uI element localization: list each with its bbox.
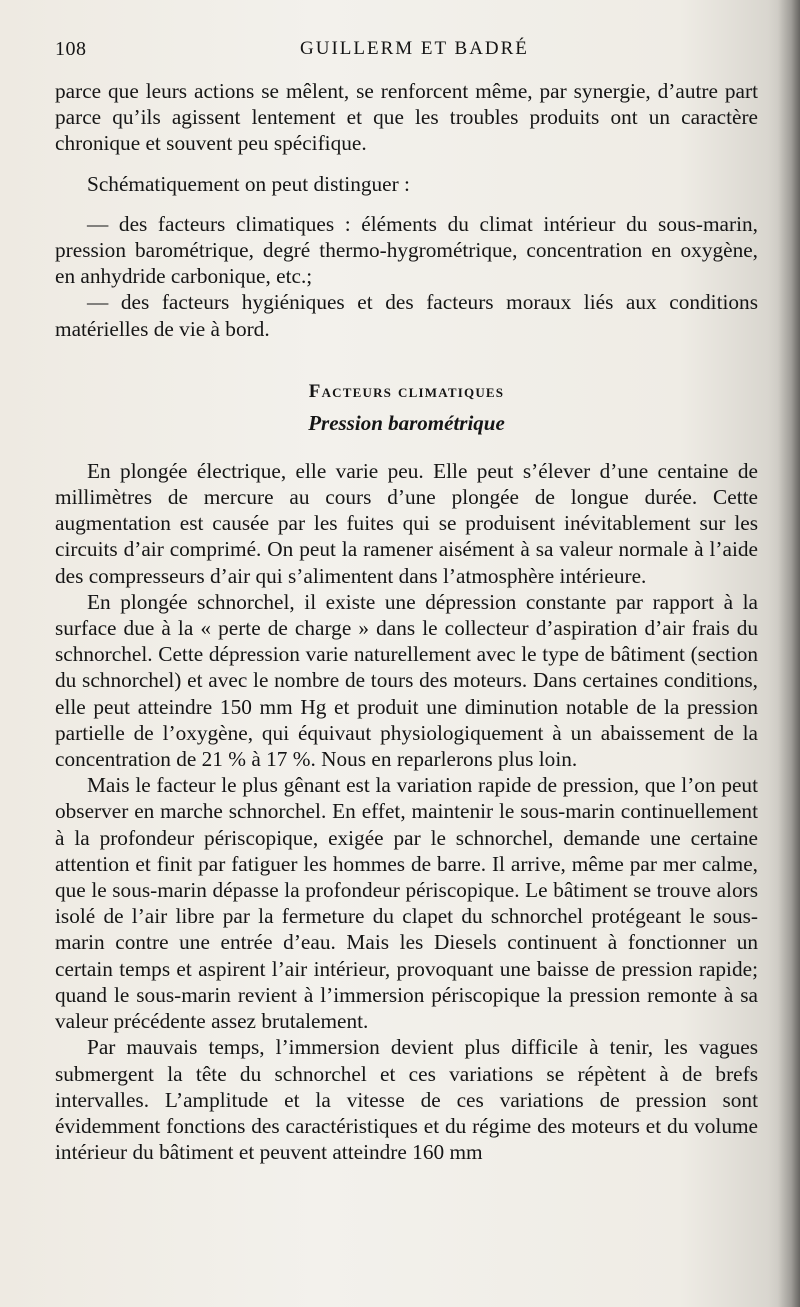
paragraph-pressure-variation: Mais le facteur le plus gênant est la variation rapide de pression, que l’on peut observer en marche schnorchel. En effet, maintenir le sous-marin continuellement à la profondeur périscopique, exigée par le schnorchel, demande une certaine attention et finit par fatiguer les hommes de barre. Il arrive, même par mer calme, que le sous-marin dépasse la profondeur périscopique. Le bâtiment se trouve alors isolé de l’air libre par la fermeture du clapet du schnorchel protégeant le sous-marin contre une entrée d’eau. Mais les Diesels continuent à fonctionner un certain temps et aspirent l’air intérieur, provoquant une baisse de pression rapide; quand le sous-marin revient à l’immersion périscopique la pression remonte à sa valeur précédente assez brutalement. — [55, 773, 758, 1034]
section-title: Facteurs climatiques — [308, 380, 505, 402]
running-head: GUILLERM ET BADRÉ — [300, 38, 529, 59]
list-item-climatic-factors: — des facteurs climatiques : éléments du climat intérieur du sous-marin, pression barométrique, degré thermo-hygrométrique, concentration en oxygène, en anhydride carbonique, etc.; — [55, 211, 758, 289]
subsection-title: Pression barométrique — [308, 410, 505, 435]
paragraph-bad-weather: Par mauvais temps, l’immersion devient plus difficile à tenir, les vagues submergent la tête du schnorchel et ces variations se répètent à de brefs intervalles. L’amplitude et la vitesse de ces variations de pression sont évidemment fonctions des caractéristiques et du régime des moteurs et du volume intérieur du bâtiment et peuvent atteindre 160 mm — [55, 1035, 758, 1165]
page-gutter-shadow — [778, 0, 800, 1307]
body-text — [55, 78, 758, 1165]
paragraph-schematic: Schématiquement on peut distinguer : — [87, 171, 410, 196]
paragraph-continuation: parce que leurs actions se mêlent, se renforcent même, par synergie, d’autre part parce qu’ils agissent lentement et que les troubles produits ont un caractère chronique et souvent peu spécifique. — [55, 79, 758, 156]
list-item-hygienic-factors: — des facteurs hygiéniques et des facteurs moraux liés aux conditions matérielles de vie à bord. — [55, 290, 758, 341]
page-header — [55, 38, 755, 68]
paragraph-electric-dive: En plongée électrique, elle varie peu. Elle peut s’élever d’une centaine de millimètres de mercure au cours d’une plongée de longue durée. Cette augmentation est causée par les fuites qui se produisent inévitablement sur les circuits d’air comprimé. On peut la ramener aisément à sa valeur normale à l’aide des compresseurs d’air qui s’alimentent dans l’atmosphère intérieure. — [55, 458, 758, 588]
page-number: 108 — [55, 38, 87, 60]
paragraph-schnorchel-dive: En plongée schnorchel, il existe une dépression constante par rapport à la surface due à la « perte de charge » dans le collecteur d’aspiration d’air frais du schnorchel. Cette dépression varie naturellement avec le type de bâtiment (section du schnorchel) et avec le nombre de tours des moteurs. Dans certaines conditions, elle peut atteindre 150 mm Hg et produit une diminution notable de la pression partielle de l’oxygène, qui équivaut physiologiquement à un abaissement de la concentration de 21 % à 17 %. Nous en reparlerons plus loin. — [55, 589, 758, 772]
